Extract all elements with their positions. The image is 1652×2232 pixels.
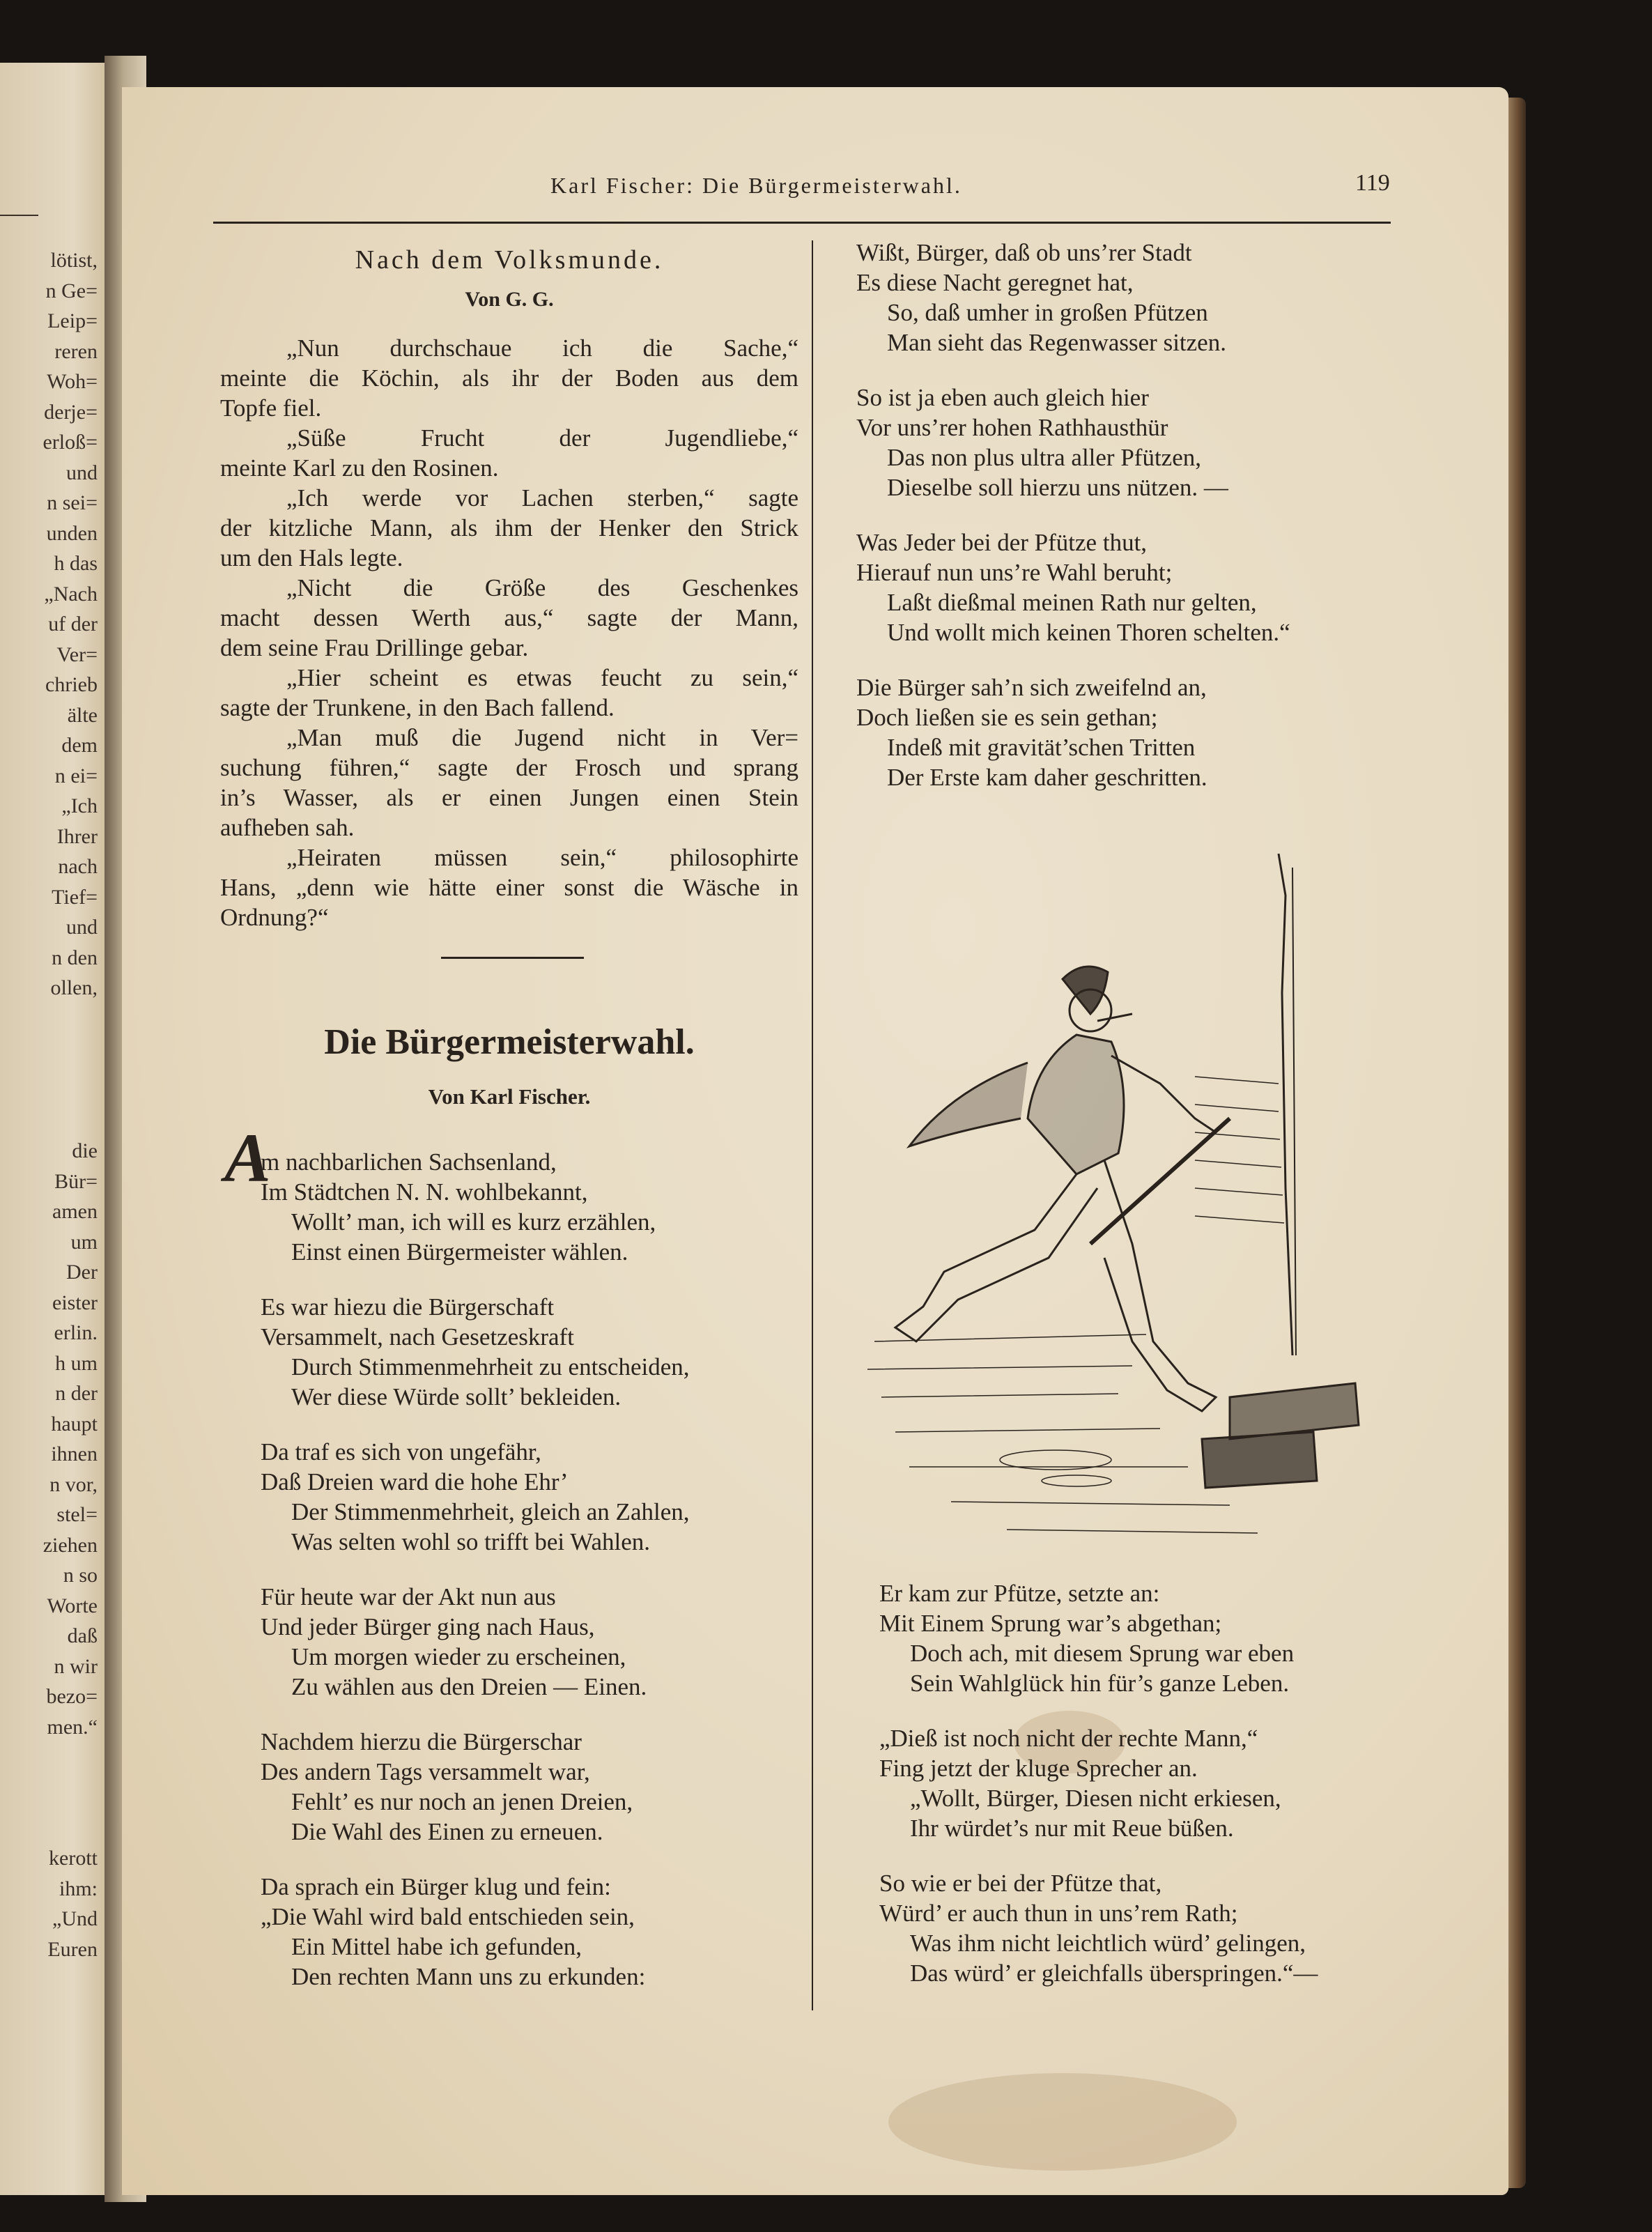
column-divider xyxy=(812,240,813,2010)
poem-line: Was selten wohl so trifft bei Wahlen. xyxy=(291,1528,651,1555)
facing-page-line: ihm: xyxy=(59,1877,98,1900)
facing-page-line: Der xyxy=(66,1261,98,1284)
poem-stanza xyxy=(261,1727,690,1847)
prose-line: um den Hals legte. xyxy=(220,544,403,571)
header-rule xyxy=(213,222,1391,224)
poem-line: Zu wählen aus den Dreien — Einen. xyxy=(291,1673,647,1700)
facing-page-line: die xyxy=(72,1139,98,1162)
poem-column-right-bottom xyxy=(879,1578,1318,2013)
facing-page-line: n sei= xyxy=(47,491,98,514)
prose-line: meinte Karl zu den Rosinen. xyxy=(220,454,499,482)
poem-line: Daß Dreien ward die hohe Ehr’ xyxy=(261,1468,569,1495)
poem-line: Nachdem hierzu die Bürgerschar xyxy=(261,1728,582,1755)
facing-page-line: n der xyxy=(55,1382,98,1405)
prose-line: „Ich werde vor Lachen sterben,“ sagte xyxy=(286,484,798,511)
facing-page-line: Worte xyxy=(47,1594,98,1617)
poem-line: Und jeder Bürger ging nach Haus, xyxy=(261,1613,595,1640)
facing-page-line: ziehen xyxy=(43,1533,98,1557)
facing-page-line: ihnen xyxy=(51,1442,98,1465)
poem-line: Wißt, Bürger, daß ob uns’rer Stadt xyxy=(856,239,1192,266)
poem-line: Wer diese Würde sollt’ bekleiden. xyxy=(291,1383,622,1410)
prose-line: sagte der Trunkene, in den Bach fallend. xyxy=(220,694,615,721)
poem-line: „Dieß ist noch nicht der rechte Mann,“ xyxy=(879,1725,1258,1752)
drop-cap: A xyxy=(224,1119,271,1196)
facing-page-line: amen xyxy=(52,1200,98,1223)
facing-page-line: n so xyxy=(63,1564,98,1587)
poem-title: Die Bürgermeisterwahl. xyxy=(324,1022,695,1062)
poem-line: m nachbarlichen Sachsenland, xyxy=(261,1148,557,1176)
poem-column-left xyxy=(261,1147,690,2017)
prose-line: „Nun durchschaue ich die Sache,“ xyxy=(286,334,798,362)
poem-line: Es war hiezu die Bürgerschaft xyxy=(261,1293,555,1321)
poem-stanza xyxy=(261,1292,690,1412)
poem-line: Das non plus ultra aller Pfützen, xyxy=(887,444,1202,471)
facing-page-line: und xyxy=(66,461,98,484)
poem-stanza xyxy=(856,528,1290,647)
prose-line: aufheben sah. xyxy=(220,814,355,841)
prose-line: „Man muß die Jugend nicht in Ver= xyxy=(286,724,798,751)
poem-line: „Wollt, Bürger, Diesen nicht erkiesen, xyxy=(910,1785,1281,1812)
facing-page-line: Woh= xyxy=(47,370,98,393)
facing-page-line: und xyxy=(66,916,98,939)
facing-page-line: „Und xyxy=(52,1907,98,1930)
prose-line: „Nicht die Größe des Geschenkes xyxy=(286,574,798,601)
running-header: Karl Fischer: Die Bürgermeisterwahl. xyxy=(550,173,962,198)
facing-page-rule xyxy=(0,215,38,216)
poem-line: Ein Mittel habe ich gefunden, xyxy=(291,1933,582,1960)
facing-page-line: erlin. xyxy=(54,1321,98,1344)
article-body xyxy=(220,333,798,932)
poem-line: So wie er bei der Pfütze that, xyxy=(879,1870,1162,1897)
facing-page-line: h das xyxy=(54,552,98,575)
illustration-man-jumping-puddle xyxy=(867,854,1376,1547)
poem-line: Des andern Tags versammelt war, xyxy=(261,1758,590,1785)
poem-column-right-top xyxy=(856,238,1290,817)
poem-line: Was ihm nicht leichtlich würd’ gelingen, xyxy=(910,1930,1306,1957)
poem-stanza xyxy=(261,1147,690,1267)
facing-page-line: unden xyxy=(46,521,98,545)
poem-line: Indeß mit gravität’schen Tritten xyxy=(887,734,1196,761)
facing-page-text-block xyxy=(0,1843,98,1964)
poem-stanza xyxy=(261,1437,690,1557)
facing-page-line: haupt xyxy=(51,1412,98,1436)
facing-page-line: daß xyxy=(67,1624,98,1647)
facing-page-line: stel= xyxy=(56,1503,98,1526)
poem-line: Durch Stimmenmehrheit zu entscheiden, xyxy=(291,1353,690,1380)
article-byline: Von G. G. xyxy=(465,288,554,311)
poem-line: So, daß umher in großen Pfützen xyxy=(887,299,1208,326)
facing-page-line: chrieb xyxy=(45,673,98,696)
poem-byline: Von Karl Fischer. xyxy=(428,1084,591,1109)
facing-page-line: erloß= xyxy=(43,431,98,454)
poem-line: Doch ach, mit diesem Sprung war eben xyxy=(910,1640,1295,1667)
facing-page-line: eister xyxy=(52,1291,98,1314)
facing-page-line: dem xyxy=(61,734,98,757)
poem-stanza xyxy=(856,238,1290,357)
prose-line: Ordnung?“ xyxy=(220,904,329,931)
facing-page-line: Ihrer xyxy=(56,824,98,848)
poem-line: Die Bürger sah’n sich zweifelnd an, xyxy=(856,674,1207,701)
poem-stanza xyxy=(856,383,1290,502)
poem-line: Um morgen wieder zu erscheinen, xyxy=(291,1643,626,1670)
facing-page-line: n ei= xyxy=(54,764,98,787)
facing-page-line: ollen, xyxy=(50,976,98,999)
article-title: Nach dem Volksmunde. xyxy=(355,245,664,275)
poem-line: Vor uns’rer hohen Rathhausthür xyxy=(856,414,1168,441)
prose-line: in’s Wasser, als er einen Jungen einen Stein xyxy=(220,784,798,811)
poem-line: Fing jetzt der kluge Sprecher an. xyxy=(879,1755,1198,1782)
prose-line: meinte die Köchin, als ihr der Boden aus dem xyxy=(220,364,798,392)
poem-stanza xyxy=(261,1582,690,1702)
poem-line: Den rechten Mann uns zu erkunden: xyxy=(291,1963,646,1990)
poem-line: Und wollt mich keinen Thoren schelten.“ xyxy=(887,619,1290,646)
prose-line: macht dessen Werth aus,“ sagte der Mann, xyxy=(220,604,798,631)
facing-page-edge xyxy=(0,63,105,2195)
facing-page-text-block xyxy=(0,245,98,1003)
facing-page-line: n wir xyxy=(54,1654,98,1678)
poem-line: Doch ließen sie es sein gethan; xyxy=(856,704,1158,731)
facing-page-line: h um xyxy=(55,1351,98,1375)
poem-line: Der Erste kam daher geschritten. xyxy=(887,764,1207,791)
prose-line: „Süße Frucht der Jugendliebe,“ xyxy=(286,424,798,452)
poem-line: Für heute war der Akt nun aus xyxy=(261,1583,556,1610)
poem-line: Was Jeder bei der Pfütze thut, xyxy=(856,529,1148,556)
poem-line: Da traf es sich von ungefähr, xyxy=(261,1438,541,1465)
facing-page-line: nach xyxy=(58,855,98,878)
facing-page-line: men.“ xyxy=(47,1715,98,1739)
prose-line: der kitzliche Mann, als ihm der Henker den Strick xyxy=(220,514,798,541)
poem-line: Dieselbe soll hierzu uns nützen. — xyxy=(887,474,1228,501)
facing-page-line: derje= xyxy=(44,400,98,424)
poem-line: Der Stimmenmehrheit, gleich an Zahlen, xyxy=(291,1498,690,1525)
poem-line: Er kam zur Pfütze, setzte an: xyxy=(879,1580,1160,1607)
poem-line: Fehlt’ es nur noch an jenen Dreien, xyxy=(291,1788,633,1815)
prose-line: „Hier scheint es etwas feucht zu sein,“ xyxy=(286,664,798,691)
page-number: 119 xyxy=(1355,170,1390,196)
poem-line: „Die Wahl wird bald entschieden sein, xyxy=(261,1903,635,1930)
poem-line: Ihr würdet’s nur mit Reue büßen. xyxy=(910,1815,1234,1842)
poem-line: Es diese Nacht geregnet hat, xyxy=(856,269,1134,296)
poem-line: Laßt dießmal meinen Rath nur gelten, xyxy=(887,589,1257,616)
facing-page-line: n vor, xyxy=(49,1472,98,1496)
poem-line: Mit Einem Sprung war’s abgethan; xyxy=(879,1610,1222,1637)
poem-line: Man sieht das Regenwasser sitzen. xyxy=(887,329,1226,356)
facing-page-line: Euren xyxy=(47,1937,98,1961)
poem-stanza xyxy=(261,1872,690,1992)
facing-page-line: uf der xyxy=(48,613,98,636)
facing-page-line: n den xyxy=(52,946,98,969)
poem-line: Einst einen Bürgermeister wählen. xyxy=(291,1238,628,1265)
poem-line: Wollt’ man, ich will es kurz erzählen, xyxy=(291,1208,656,1236)
prose-line: Topfe fiel. xyxy=(220,394,322,422)
poem-line: So ist ja eben auch gleich hier xyxy=(856,384,1149,411)
facing-page-line: lötist, xyxy=(50,249,98,272)
poem-line: Würd’ er auch thun in uns’rem Rath; xyxy=(879,1900,1238,1927)
poem-line: Da sprach ein Bürger klug und fein: xyxy=(261,1873,611,1900)
prose-line: suchung führen,“ sagte der Frosch und sprang xyxy=(220,754,798,781)
poem-line: Im Städtchen N. N. wohlbekannt, xyxy=(261,1178,588,1206)
section-separator xyxy=(441,957,584,959)
facing-page-line: kerott xyxy=(49,1847,98,1870)
prose-line: „Heiraten müssen sein,“ philosophirte xyxy=(286,844,798,871)
facing-page-line: Tief= xyxy=(52,885,98,909)
prose-line: dem seine Frau Drillinge gebar. xyxy=(220,634,529,661)
facing-page-line: reren xyxy=(54,339,98,363)
poem-line: Die Wahl des Einen zu erneuen. xyxy=(291,1818,603,1845)
prose-line: Hans, „denn wie hätte einer sonst die Wäsche in xyxy=(220,874,798,901)
facing-page-text-block xyxy=(0,1136,98,1742)
poem-line: Hierauf nun uns’re Wahl beruht; xyxy=(856,559,1173,586)
poem-stanza xyxy=(856,672,1290,792)
poem-stanza xyxy=(879,1868,1318,1988)
facing-page-line: um xyxy=(70,1230,98,1254)
poem-stanza xyxy=(879,1723,1318,1843)
poem-line: Sein Wahlglück hin für’s ganze Leben. xyxy=(910,1670,1290,1697)
poem-stanza xyxy=(879,1578,1318,1698)
facing-page-line: älte xyxy=(67,703,98,727)
facing-page-line: bezo= xyxy=(46,1685,98,1708)
facing-page-line: „Nach xyxy=(44,582,98,606)
poem-line: Das würd’ er gleichfalls überspringen.“— xyxy=(910,1960,1318,1987)
facing-page-line: n Ge= xyxy=(45,279,98,302)
facing-page-line: Bür= xyxy=(54,1169,98,1193)
facing-page-line: Leip= xyxy=(47,309,98,332)
facing-page-line: „Ich xyxy=(61,794,98,817)
facing-page-line: Ver= xyxy=(56,642,98,666)
poem-line: Versammelt, nach Gesetzeskraft xyxy=(261,1323,574,1350)
